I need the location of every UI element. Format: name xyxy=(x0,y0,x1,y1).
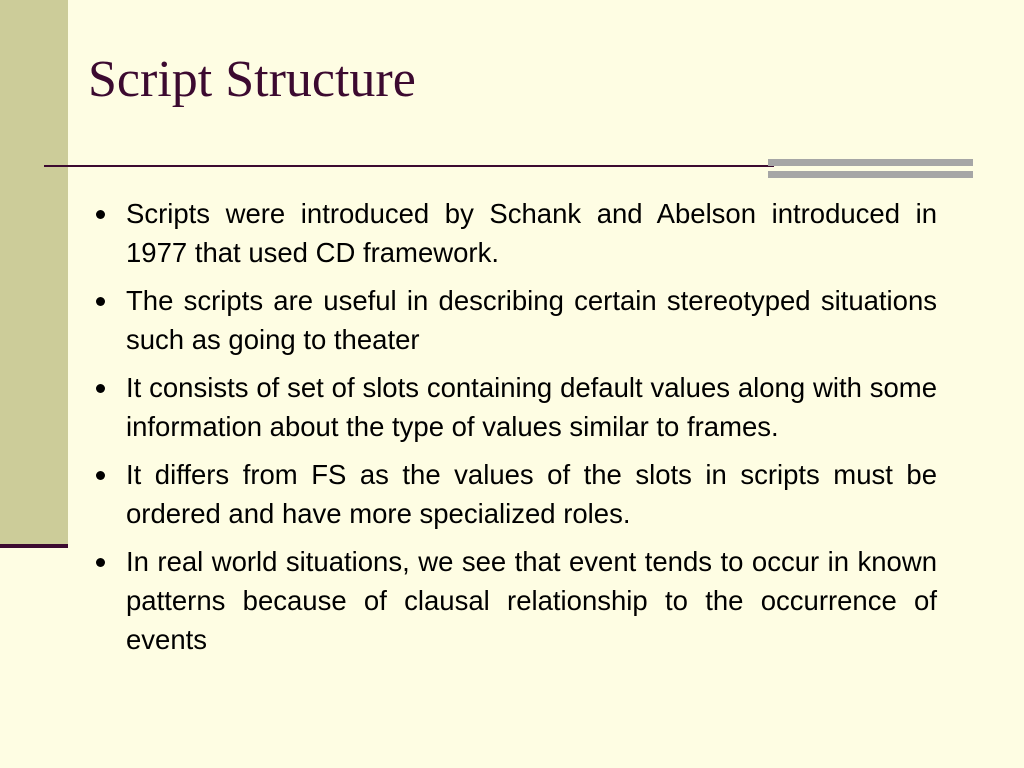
bullet-item xyxy=(96,281,937,359)
bullet-text: Scripts were introduced by Schank and Abelson introduced in 1977 that used CD framework. xyxy=(126,198,937,268)
bullet-dot-icon xyxy=(96,210,105,219)
divider-accent-top xyxy=(768,159,973,166)
bullet-text: It differs from FS as the values of the slots in scripts must be ordered and have more specialized roles. xyxy=(126,459,937,529)
bullet-item xyxy=(96,542,937,659)
bullet-text: In real world situations, we see that event tends to occur in known patterns because of clausal relationship to the occurrence of events xyxy=(126,546,937,655)
bullet-item xyxy=(96,194,937,272)
bullet-dot-icon xyxy=(96,558,105,567)
bullet-text: The scripts are useful in describing certain stereotyped situations such as going to theater xyxy=(126,285,937,355)
bullet-list xyxy=(96,194,937,668)
left-accent-line xyxy=(0,544,68,548)
title-divider xyxy=(44,165,774,167)
bullet-dot-icon xyxy=(96,471,105,480)
bullet-dot-icon xyxy=(96,384,105,393)
bullet-item xyxy=(96,368,937,446)
bullet-text: It consists of set of slots containing default values along with some information about the type of values similar to frames. xyxy=(126,372,937,442)
slide-title: Script Structure xyxy=(88,51,416,108)
left-decorative-band xyxy=(0,0,68,544)
divider-accent-bottom xyxy=(768,171,973,178)
bullet-dot-icon xyxy=(96,297,105,306)
bullet-item xyxy=(96,455,937,533)
